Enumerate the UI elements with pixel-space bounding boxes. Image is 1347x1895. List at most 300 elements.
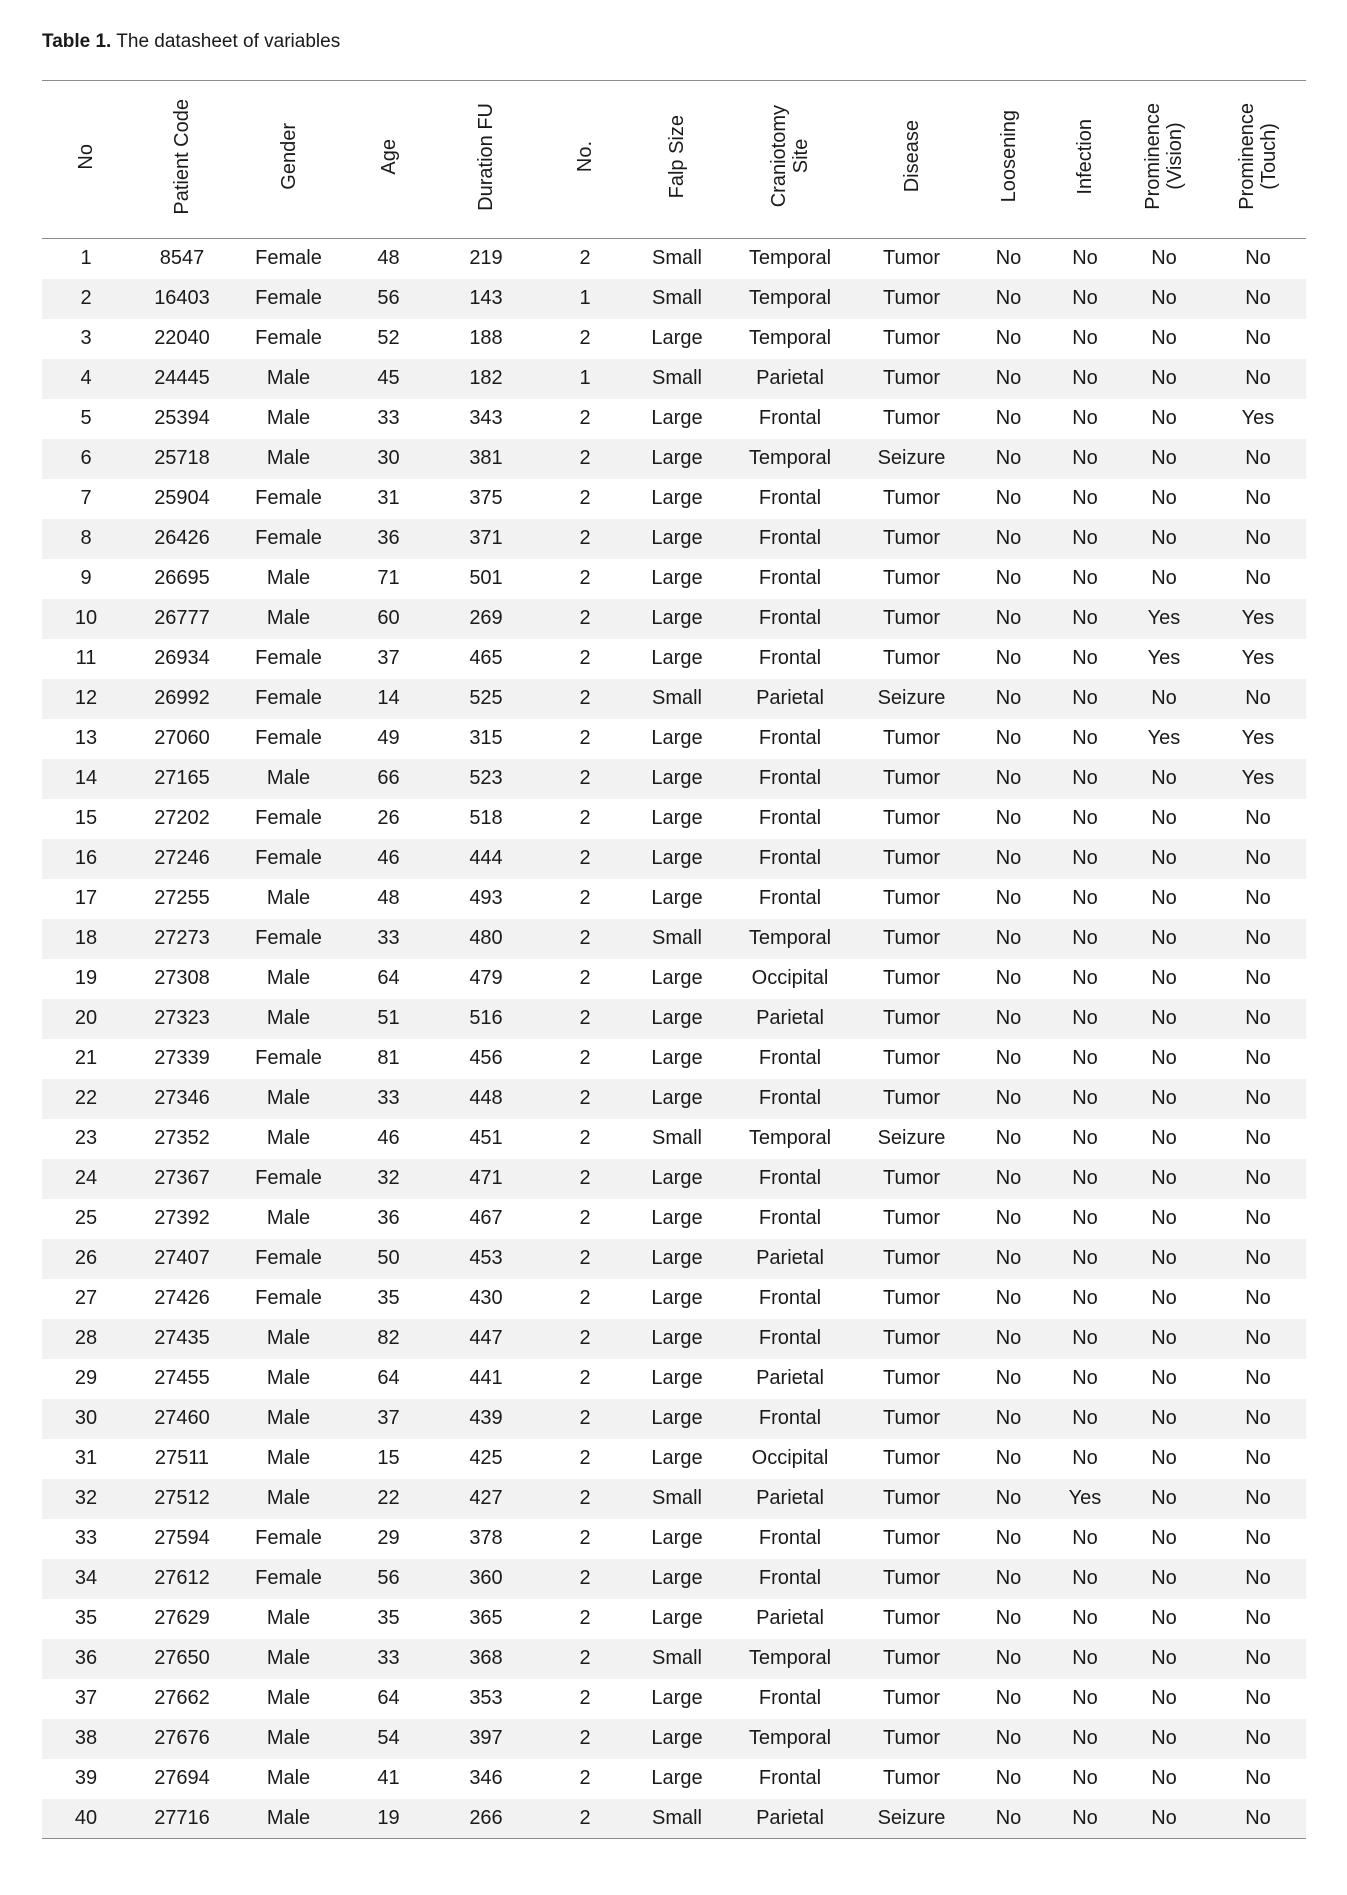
cell-disease: Tumor <box>882 1327 941 1349</box>
cell-patient-code: 27650 <box>154 1647 210 1669</box>
cell-disease: Tumor <box>882 247 941 270</box>
cell-patient-code: 25394 <box>154 407 210 429</box>
cell-age: 29 <box>377 1527 400 1549</box>
cell-craniotomy-site: Frontal <box>758 1087 822 1109</box>
cell-flap-size: Large <box>651 1087 703 1109</box>
cell-no: 8 <box>80 527 92 549</box>
cell-duration-fu: 427 <box>469 1487 503 1509</box>
cell-count: 2 <box>579 727 591 749</box>
cell-craniotomy-site: Frontal <box>758 727 822 749</box>
cell-flap-size: Large <box>651 407 703 429</box>
cell-no: 31 <box>74 1447 98 1469</box>
cell-prominence-touch: No <box>1245 1007 1271 1029</box>
cell-infection: No <box>1072 407 1098 429</box>
cell-no: 22 <box>74 1087 98 1109</box>
cell-age: 32 <box>377 1167 400 1189</box>
cell-craniotomy-site: Frontal <box>758 1567 822 1589</box>
header-label: Prominence (Vision) <box>1142 103 1186 210</box>
cell-age: 33 <box>377 927 400 949</box>
cell-infection: No <box>1072 1047 1098 1069</box>
cell-count: 2 <box>579 847 591 869</box>
cell-loosening: No <box>995 1767 1022 1789</box>
cell-age: 15 <box>377 1447 400 1469</box>
table-row <box>42 1199 1306 1239</box>
cell-prominence-vision: No <box>1151 327 1177 349</box>
cell-age: 48 <box>377 887 400 909</box>
cell-count: 2 <box>579 1647 591 1669</box>
cell-count: 2 <box>579 1287 591 1309</box>
cell-count: 2 <box>579 1247 591 1269</box>
cell-gender: Female <box>255 1047 322 1069</box>
cell-age: 36 <box>377 1207 400 1229</box>
cell-craniotomy-site: Frontal <box>758 847 822 869</box>
cell-patient-code: 26426 <box>154 527 210 549</box>
cell-loosening: No <box>995 487 1022 509</box>
cell-loosening: No <box>995 287 1022 309</box>
cell-disease: Tumor <box>882 1487 941 1509</box>
cell-duration-fu: 448 <box>469 1087 503 1109</box>
cell-no: 33 <box>74 1527 98 1549</box>
cell-no: 40 <box>42 1799 130 1839</box>
table-row <box>42 1679 1306 1719</box>
cell-prominence-vision: No <box>1151 1127 1177 1149</box>
table-row <box>42 759 1306 799</box>
table-row <box>42 1439 1306 1479</box>
cell-infection: No <box>1072 647 1098 669</box>
cell-prominence-vision: No <box>1151 1767 1177 1789</box>
table-body <box>42 239 1306 1839</box>
cell-prominence-vision: No <box>1151 1407 1177 1429</box>
cell-flap-size: Small <box>651 927 702 949</box>
cell-infection: No <box>1072 1447 1098 1469</box>
table-row <box>42 1319 1306 1359</box>
cell-gender: Female <box>255 927 322 949</box>
cell-no: 12 <box>74 687 98 709</box>
cell-flap-size: Small <box>651 687 702 709</box>
cell-age: 56 <box>377 1567 400 1589</box>
cell-loosening: No <box>995 727 1022 749</box>
cell-infection: No <box>1052 1799 1118 1839</box>
table-row <box>42 599 1306 639</box>
cell-prominence-touch: No <box>1245 367 1271 389</box>
cell-duration-fu: 451 <box>469 1127 503 1149</box>
cell-patient-code: 27426 <box>154 1287 210 1309</box>
cell-prominence-touch: No <box>1245 327 1271 349</box>
cell-age: 64 <box>377 967 400 989</box>
cell-infection: No <box>1072 1647 1098 1669</box>
cell-patient-code: 27165 <box>154 767 210 789</box>
cell-craniotomy-site: Temporal <box>748 447 832 469</box>
cell-no: 4 <box>80 367 92 389</box>
header-cell-prominence-vision <box>1118 81 1210 239</box>
cell-duration-fu: 378 <box>469 1527 503 1549</box>
cell-prominence-touch: No <box>1245 447 1271 469</box>
cell-loosening: No <box>995 367 1022 389</box>
cell-loosening: No <box>995 607 1022 629</box>
cell-infection: No <box>1072 767 1098 789</box>
cell-count: 2 <box>579 1167 591 1189</box>
header-label: Patient Code <box>171 98 193 215</box>
cell-no: 35 <box>74 1607 98 1629</box>
table-row <box>42 959 1306 999</box>
cell-age: 82 <box>377 1327 400 1349</box>
table-header <box>42 81 1306 239</box>
cell-loosening: No <box>995 807 1022 829</box>
cell-craniotomy-site: Frontal <box>758 1767 822 1789</box>
table-row <box>42 399 1306 439</box>
cell-prominence-touch: Yes <box>1241 407 1275 429</box>
cell-disease: Seizure <box>877 1127 946 1149</box>
cell-flap-size: Small <box>651 367 702 389</box>
cell-no: 27 <box>74 1287 98 1309</box>
header-label: Prominence (Touch) <box>1236 103 1280 210</box>
cell-prominence-vision: No <box>1151 1047 1177 1069</box>
cell-flap-size: Small <box>632 1799 722 1839</box>
cell-disease: Seizure <box>858 1799 965 1839</box>
cell-count: 2 <box>579 887 591 909</box>
cell-infection: No <box>1072 1127 1098 1149</box>
table-row <box>42 1119 1306 1159</box>
cell-age: 49 <box>377 727 400 749</box>
header-cell-disease <box>858 81 965 239</box>
cell-prominence-touch: No <box>1245 287 1271 309</box>
cell-loosening: No <box>995 1727 1022 1749</box>
cell-craniotomy-site: Temporal <box>748 1127 832 1149</box>
cell-gender: Female <box>255 1287 322 1309</box>
cell-prominence-touch: No <box>1210 1799 1306 1839</box>
cell-disease: Tumor <box>882 567 941 589</box>
cell-flap-size: Large <box>651 1007 703 1029</box>
cell-age: 41 <box>377 1767 400 1789</box>
cell-prominence-touch: No <box>1245 1167 1271 1189</box>
cell-patient-code: 27662 <box>154 1687 210 1709</box>
cell-age: 56 <box>377 287 400 309</box>
table-row <box>42 999 1306 1039</box>
caption-label: Table 1. <box>42 31 112 52</box>
cell-loosening: No <box>995 887 1022 909</box>
cell-gender: Female <box>255 687 322 709</box>
cell-loosening: No <box>995 1007 1022 1029</box>
cell-prominence-vision: Yes <box>1147 607 1181 629</box>
cell-gender: Male <box>266 767 311 789</box>
cell-count: 2 <box>579 1767 591 1789</box>
cell-age: 22 <box>377 1487 400 1509</box>
cell-count: 2 <box>579 607 591 629</box>
cell-craniotomy-site: Frontal <box>758 487 822 509</box>
cell-duration-fu: 360 <box>469 1567 503 1589</box>
cell-gender: Female <box>255 487 322 509</box>
cell-loosening: No <box>995 1687 1022 1709</box>
cell-disease: Tumor <box>882 927 941 949</box>
cell-no: 38 <box>74 1727 98 1749</box>
cell-craniotomy-site: Frontal <box>758 527 822 549</box>
cell-loosening: No <box>995 1407 1022 1429</box>
table-row <box>42 1359 1306 1399</box>
table-row <box>42 1039 1306 1079</box>
cell-prominence-touch: No <box>1245 687 1271 709</box>
cell-prominence-touch: Yes <box>1241 727 1275 749</box>
cell-flap-size: Large <box>651 527 703 549</box>
cell-duration-fu: 315 <box>469 727 503 749</box>
cell-patient-code: 27594 <box>154 1527 210 1549</box>
table-row <box>42 879 1306 919</box>
cell-infection: No <box>1072 1367 1098 1389</box>
cell-duration-fu: 480 <box>469 927 503 949</box>
cell-craniotomy-site: Temporal <box>748 1727 832 1749</box>
caption-text: The datasheet of variables <box>111 31 341 52</box>
cell-age: 37 <box>377 647 400 669</box>
header-cell-loosening <box>965 81 1052 239</box>
cell-flap-size: Large <box>651 1287 703 1309</box>
header-label: Craniotomy Site <box>768 105 812 208</box>
cell-disease: Tumor <box>882 1047 941 1069</box>
cell-infection: No <box>1072 1767 1098 1789</box>
cell-age: 64 <box>377 1687 400 1709</box>
cell-craniotomy-site: Parietal <box>756 1247 824 1269</box>
cell-loosening: No <box>995 1127 1022 1149</box>
table-row <box>42 1479 1306 1519</box>
cell-flap-size: Small <box>651 287 702 309</box>
header-label: No <box>75 143 97 170</box>
cell-disease: Tumor <box>882 1447 941 1469</box>
cell-count: 2 <box>579 567 591 589</box>
cell-gender: Male <box>266 1767 311 1789</box>
cell-age: 33 <box>377 1087 400 1109</box>
cell-gender: Male <box>266 1407 311 1429</box>
cell-prominence-vision: No <box>1151 767 1177 789</box>
cell-prominence-vision: No <box>1151 1367 1177 1389</box>
cell-no: 23 <box>74 1127 98 1149</box>
cell-flap-size: Large <box>651 1687 703 1709</box>
cell-patient-code: 22040 <box>154 327 210 349</box>
cell-prominence-touch: No <box>1245 1367 1271 1389</box>
cell-count: 2 <box>579 1047 591 1069</box>
header-label: Loosening <box>997 110 1020 203</box>
cell-prominence-vision: No <box>1151 1207 1177 1229</box>
cell-flap-size: Large <box>651 1407 703 1429</box>
table-row <box>42 559 1306 599</box>
cell-patient-code: 24445 <box>154 367 210 389</box>
cell-infection: No <box>1072 1687 1098 1709</box>
cell-prominence-touch: No <box>1245 1527 1271 1549</box>
cell-prominence-touch: No <box>1245 1087 1271 1109</box>
cell-craniotomy-site: Frontal <box>758 647 822 669</box>
cell-infection: No <box>1072 887 1098 909</box>
cell-patient-code: 26695 <box>154 567 210 589</box>
cell-flap-size: Large <box>651 807 703 829</box>
cell-loosening: No <box>995 1567 1022 1589</box>
cell-gender: Male <box>266 407 311 429</box>
cell-infection: No <box>1072 1327 1098 1349</box>
cell-patient-code: 27407 <box>154 1247 210 1269</box>
cell-gender: Male <box>266 367 311 389</box>
cell-gender: Female <box>255 1527 322 1549</box>
cell-count: 2 <box>579 647 591 669</box>
cell-prominence-vision: Yes <box>1147 647 1181 669</box>
cell-disease: Tumor <box>882 807 941 829</box>
cell-flap-size: Large <box>651 1207 703 1229</box>
cell-craniotomy-site: Temporal <box>748 327 832 349</box>
cell-age: 52 <box>377 327 400 349</box>
cell-infection: No <box>1072 807 1098 829</box>
cell-duration-fu: 467 <box>469 1207 503 1229</box>
cell-craniotomy-site: Frontal <box>758 1207 822 1229</box>
cell-age: 60 <box>377 607 400 629</box>
cell-patient-code: 27339 <box>154 1047 210 1069</box>
cell-infection: No <box>1072 367 1098 389</box>
cell-no: 18 <box>74 927 98 949</box>
cell-no: 15 <box>74 807 98 829</box>
header-cell-craniotomy-site <box>722 81 858 239</box>
table-row <box>42 319 1306 359</box>
cell-loosening: No <box>995 1247 1022 1269</box>
cell-prominence-touch: No <box>1245 1487 1271 1509</box>
cell-prominence-vision: No <box>1151 1567 1177 1589</box>
cell-disease: Tumor <box>882 1727 941 1749</box>
cell-age: 33 <box>377 1647 400 1669</box>
cell-flap-size: Large <box>651 1327 703 1349</box>
cell-gender: Male <box>266 1727 311 1749</box>
cell-prominence-touch: No <box>1245 807 1271 829</box>
cell-prominence-touch: No <box>1245 527 1271 549</box>
cell-craniotomy-site: Frontal <box>758 1327 822 1349</box>
cell-prominence-touch: Yes <box>1241 647 1275 669</box>
header-label: Duration FU <box>475 102 497 211</box>
cell-loosening: No <box>995 447 1022 469</box>
header-cell-flap-size <box>632 81 722 239</box>
cell-duration-fu: 456 <box>469 1047 503 1069</box>
cell-patient-code: 27367 <box>154 1167 210 1189</box>
cell-flap-size: Large <box>651 767 703 789</box>
cell-flap-size: Large <box>651 327 703 349</box>
cell-gender: Male <box>266 1687 311 1709</box>
cell-infection: No <box>1072 967 1098 989</box>
cell-gender: Male <box>234 1799 343 1839</box>
header-cell-count <box>538 81 632 239</box>
cell-prominence-vision: No <box>1151 567 1177 589</box>
cell-age: 64 <box>377 1367 400 1389</box>
cell-count: 2 <box>579 687 591 709</box>
cell-count: 2 <box>579 767 591 789</box>
cell-prominence-vision: No <box>1151 447 1177 469</box>
cell-count: 2 <box>579 1727 591 1749</box>
cell-gender: Female <box>255 727 322 749</box>
cell-count: 2 <box>579 1687 591 1709</box>
cell-gender: Female <box>255 807 322 829</box>
cell-disease: Tumor <box>882 1167 941 1189</box>
cell-duration-fu: 371 <box>469 527 503 549</box>
cell-loosening: No <box>965 1799 1052 1839</box>
cell-prominence-vision: No <box>1151 887 1177 909</box>
cell-craniotomy-site: Frontal <box>758 1287 822 1309</box>
cell-count: 2 <box>579 967 591 989</box>
cell-count: 2 <box>579 807 591 829</box>
cell-age: 50 <box>377 1247 400 1269</box>
cell-patient-code: 27246 <box>154 847 210 869</box>
cell-gender: Female <box>255 1247 322 1269</box>
cell-gender: Male <box>266 1007 311 1029</box>
cell-age: 35 <box>377 1287 400 1309</box>
cell-age: 26 <box>377 807 400 829</box>
table-row <box>42 839 1306 879</box>
table-row <box>42 519 1306 559</box>
cell-patient-code: 27512 <box>154 1487 210 1509</box>
header-label: Age <box>377 138 400 175</box>
cell-prominence-vision: No <box>1151 807 1177 829</box>
cell-prominence-touch: No <box>1245 1767 1271 1789</box>
cell-disease: Tumor <box>882 1607 941 1629</box>
cell-loosening: No <box>995 567 1022 589</box>
header-cell-duration-fu <box>434 81 538 239</box>
cell-duration-fu: 501 <box>469 567 503 589</box>
cell-prominence-touch: No <box>1245 1127 1271 1149</box>
cell-prominence-touch: No <box>1245 1607 1271 1629</box>
cell-gender: Female <box>255 247 322 270</box>
cell-no: 1 <box>80 247 92 270</box>
cell-craniotomy-site: Parietal <box>756 1487 824 1509</box>
table-row <box>42 1519 1306 1559</box>
cell-infection: No <box>1072 527 1098 549</box>
cell-prominence-vision: No <box>1151 527 1177 549</box>
table-row <box>42 1399 1306 1439</box>
cell-loosening: No <box>995 1207 1022 1229</box>
cell-craniotomy-site: Parietal <box>756 687 824 709</box>
cell-disease: Tumor <box>882 487 941 509</box>
cell-loosening: No <box>995 647 1022 669</box>
cell-disease: Tumor <box>882 887 941 909</box>
cell-infection: No <box>1072 1007 1098 1029</box>
cell-no: 19 <box>74 967 98 989</box>
header-label: Infection <box>1074 118 1096 195</box>
cell-count: 2 <box>579 1527 591 1549</box>
cell-infection: No <box>1072 1527 1098 1549</box>
cell-prominence-touch: Yes <box>1241 607 1275 629</box>
cell-duration-fu: 439 <box>469 1407 503 1429</box>
cell-craniotomy-site: Frontal <box>758 767 822 789</box>
cell-prominence-vision: No <box>1151 687 1177 709</box>
cell-craniotomy-site: Frontal <box>758 1407 822 1429</box>
cell-loosening: No <box>995 1327 1022 1349</box>
cell-prominence-touch: No <box>1245 1447 1271 1469</box>
cell-duration-fu: 430 <box>469 1287 503 1309</box>
table-row <box>42 1639 1306 1679</box>
cell-age: 66 <box>377 767 400 789</box>
cell-loosening: No <box>995 687 1022 709</box>
cell-age: 14 <box>377 687 400 709</box>
cell-prominence-vision: No <box>1151 1647 1177 1669</box>
cell-prominence-touch: No <box>1245 1207 1271 1229</box>
cell-duration-fu: 269 <box>469 607 503 629</box>
cell-gender: Male <box>266 887 311 909</box>
cell-age: 45 <box>377 367 400 389</box>
table-row <box>42 359 1306 399</box>
cell-prominence-touch: No <box>1245 1247 1271 1269</box>
cell-loosening: No <box>995 1047 1022 1069</box>
cell-infection: No <box>1072 927 1098 949</box>
cell-age: 46 <box>377 1127 400 1149</box>
table-row <box>42 1239 1306 1279</box>
cell-flap-size: Large <box>651 647 703 669</box>
cell-prominence-vision: No <box>1151 967 1177 989</box>
cell-prominence-vision: No <box>1151 847 1177 869</box>
cell-count: 2 <box>579 327 591 349</box>
cell-no: 6 <box>80 447 92 469</box>
cell-gender: Male <box>266 1647 311 1669</box>
cell-infection: No <box>1072 727 1098 749</box>
cell-no: 28 <box>74 1327 98 1349</box>
cell-loosening: No <box>995 1367 1022 1389</box>
cell-disease: Tumor <box>882 1527 941 1549</box>
